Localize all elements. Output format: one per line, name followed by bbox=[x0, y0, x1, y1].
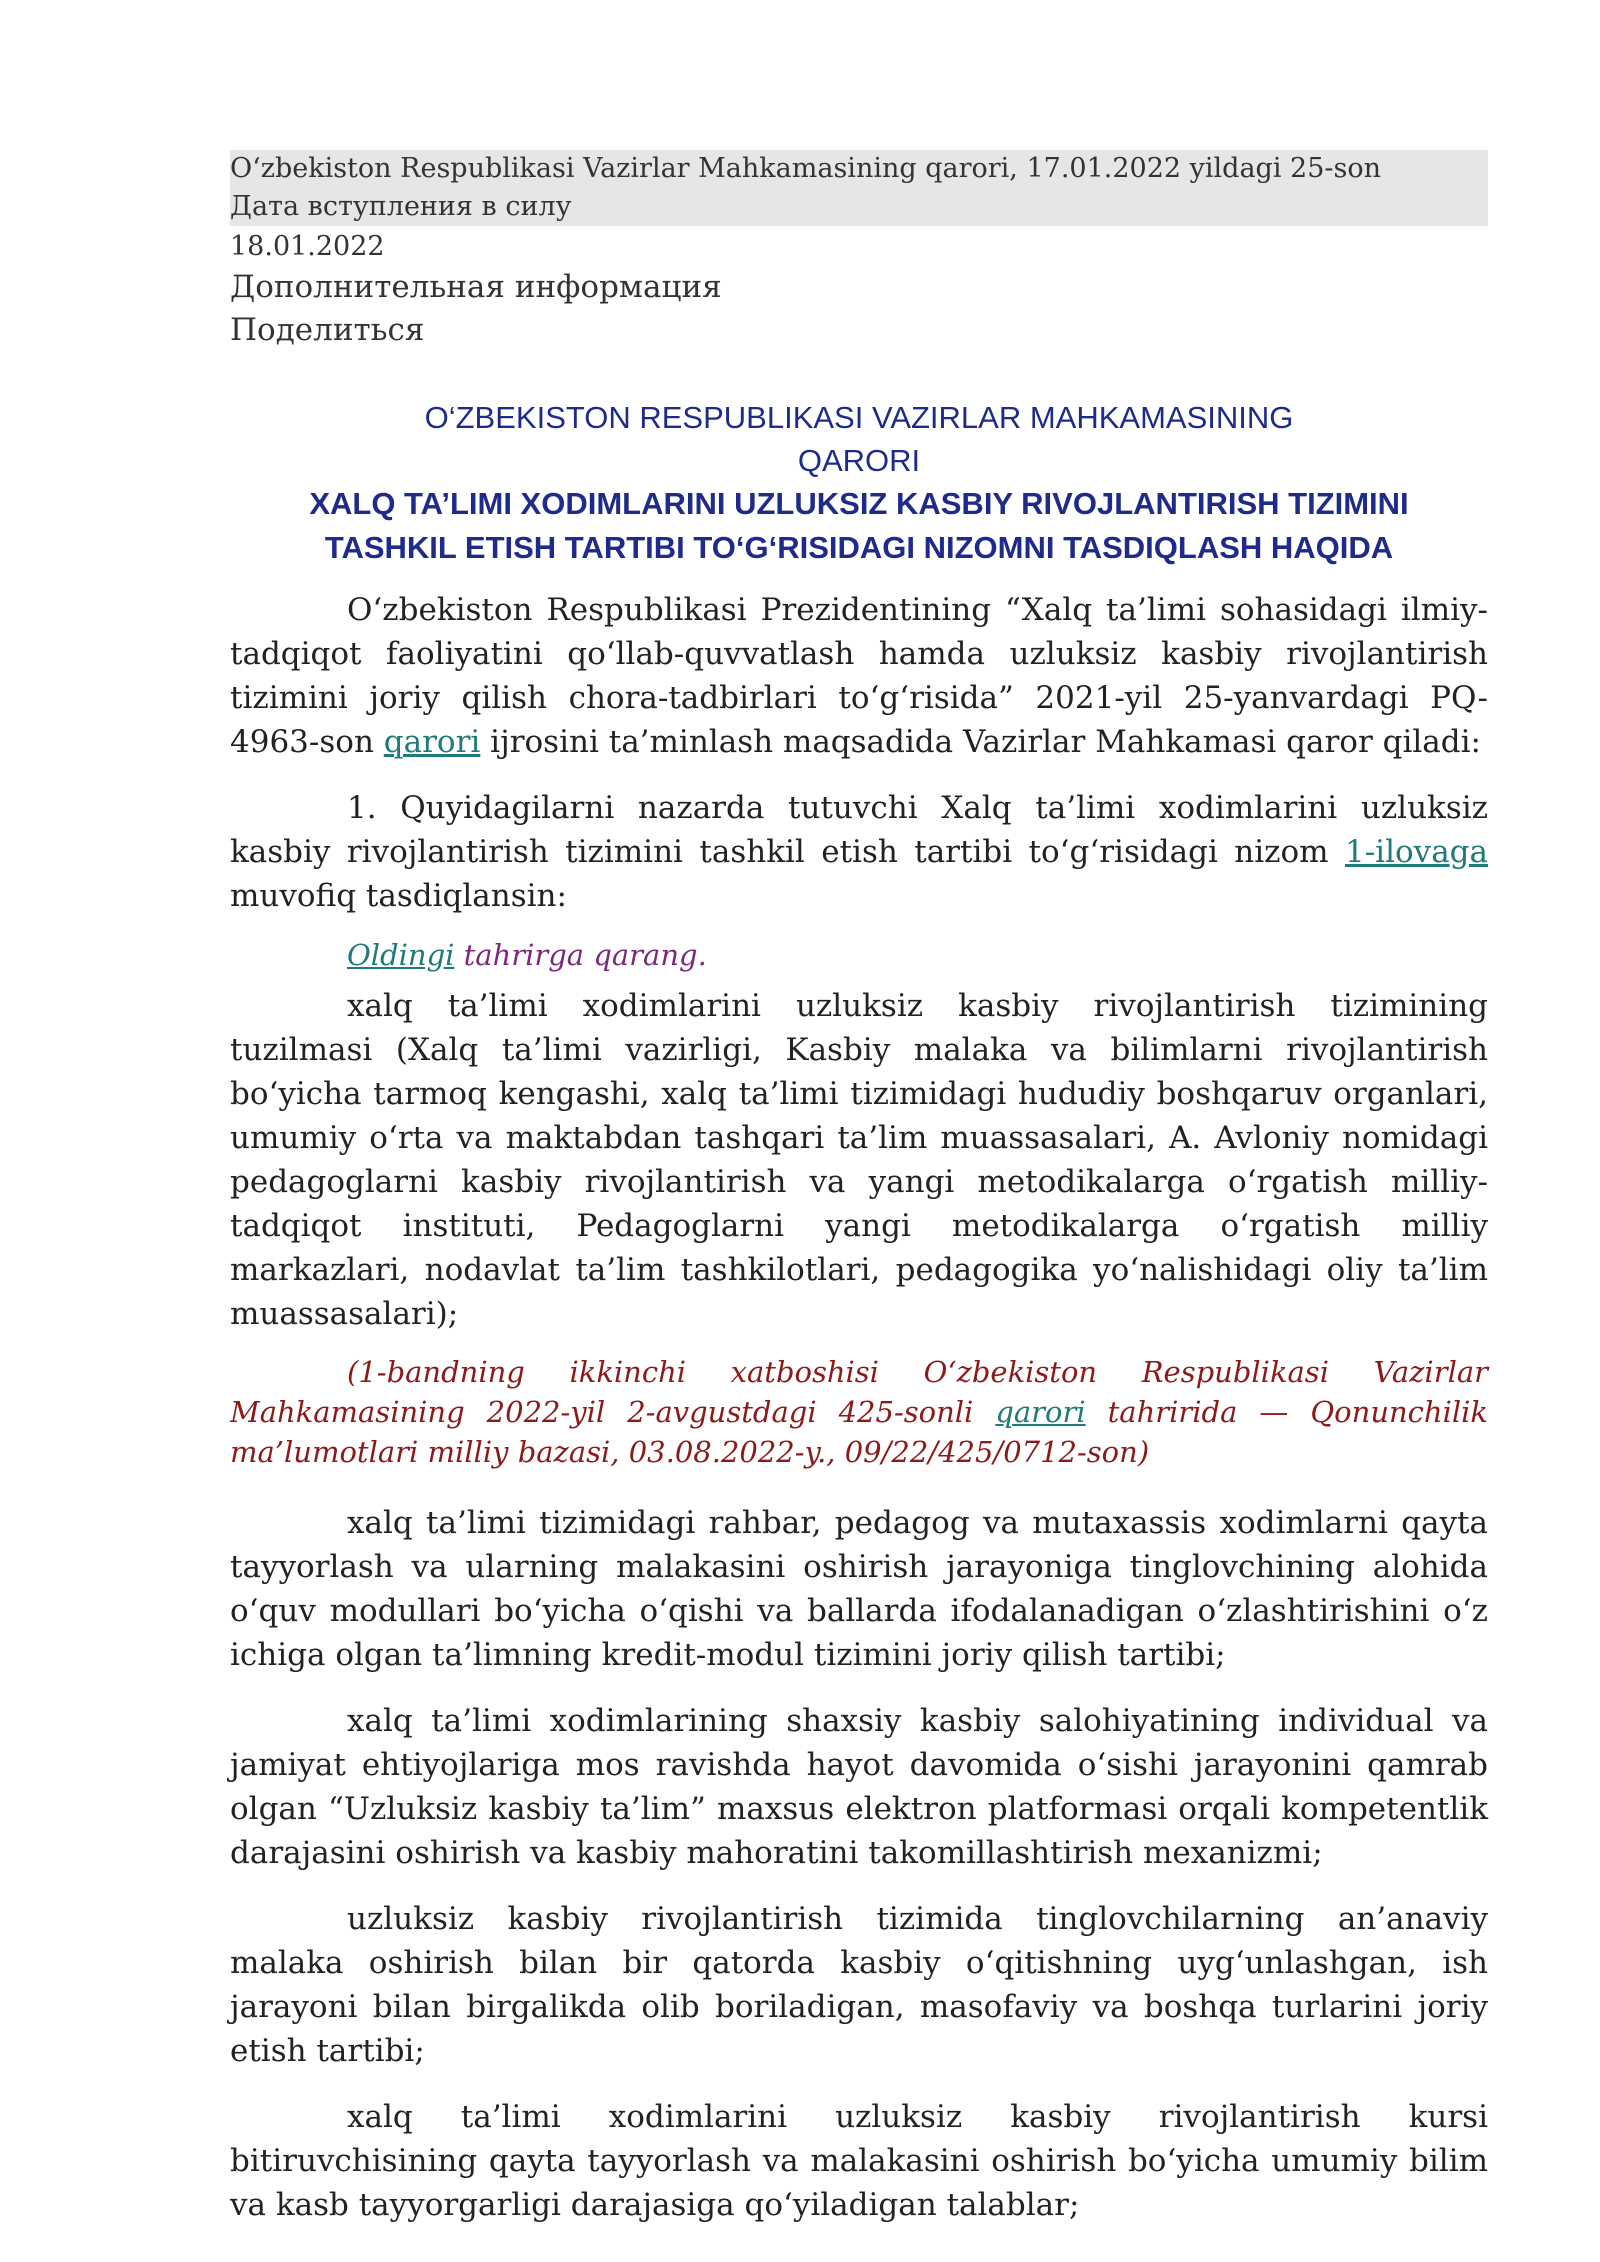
personal-paragraph: xalq ta’limi xodimlarining shaxsiy kasbiy salohiyatining individual va jamiyat ehtiyojlariga mos ravishda hayot davomida o‘sishi jarayonini qamrab olgan “Uzluksiz kasbiy ta’lim” maxsus elektron platformasi orqali kompetentlik darajasini oshirish va kasbiy mahoratini takomillashtirish mexanizmi; bbox=[230, 1703, 1488, 1871]
annex-1-link[interactable]: 1-ilovaga bbox=[1344, 834, 1488, 870]
effective-date-label: Дата вступления в силу bbox=[230, 191, 572, 222]
share-link[interactable]: Поделиться bbox=[230, 312, 425, 348]
title-line-2: TASHKIL ETISH TARTIBI TO‘G‘RISIDAGI NIZOMNI TASDIQLASH HAQIDA bbox=[324, 530, 1394, 565]
structure-paragraph: xalq ta’limi xodimlarini uzluksiz kasbiy rivojlantirish tizimining tuzilmasi (Xalq ta’limi vazirligi, Kasbiy malaka va bilimlarni rivojlantirish bo‘yicha tarmoq kengashi, xalq ta’limi tizimidagi hududiy boshqaruv organlari, umumiy o‘rta va maktabdan tashqari ta’lim muassasalari, A. Avloniy nomidagi pedagoglarni kasbiy rivojlantirish va yangi metodikalarga o‘rgatish milliy-tadqiqot instituti, Pedagoglarni yangi metodikalarga o‘rgatish milliy markazlari, nodavlat ta’lim tashkilotlari, pedagogika yo‘nalishidagi oliy ta’lim muassasalari); bbox=[230, 988, 1488, 1332]
title-line-1: XALQ TA’LIMI XODIMLARINI UZLUKSIZ KASBIY RIVOJLANTIRISH TIZIMINI bbox=[309, 486, 1409, 521]
requirements-paragraph: xalq ta’limi xodimlarini uzluksiz kasbiy rivojlantirish kursi bitiruvchisining qayta tayyorlash va malakasini oshirish bo‘yicha umumiy bilim va kasb tayyorgarligi darajasiga qo‘yiladigan talablar; bbox=[230, 2099, 1488, 2223]
document-title bbox=[230, 482, 1488, 570]
credit-paragraph: xalq ta’limi tizimidagi rahbar, pedagog va mutaxassis xodimlarni qayta tayyorlash va ularning malakasini oshirish jarayoniga tinglovchining alohida o‘quv modullari bo‘yicha o‘qishi va ballarda ifodalanadigan o‘zlashtirishini o‘z ichiga olgan ta’limning kredit-modul tizimini joriy qilish tartibi; bbox=[230, 1505, 1488, 1673]
edit-qarori-link[interactable]: qarori bbox=[995, 1395, 1086, 1429]
additional-info-link[interactable]: Дополнительная информация bbox=[230, 269, 722, 305]
effective-date: 18.01.2022 bbox=[230, 231, 385, 262]
previous-edition-link[interactable]: Oldingi bbox=[347, 938, 455, 972]
issuer-line: O‘ZBEKISTON RESPUBLIKASI VAZIRLAR MAHKAMASINING bbox=[424, 400, 1294, 435]
source-line: O‘zbekiston Respublikasi Vazirlar Mahkamasining qarori, 17.01.2022 yildagi 25-son bbox=[230, 153, 1382, 184]
item-1-paragraph: 1. Quyidagilarni nazarda tutuvchi Xalq ta’limi xodimlarini uzluksiz kasbiy rivojlantirish tizimini tashkil etish tartibi to‘g‘risidagi nizom 1-ilovaga muvofiq tasdiqlansin: bbox=[230, 790, 1488, 914]
document-meta bbox=[230, 150, 1488, 226]
previous-edition-note: Oldingi tahrirga qarang. bbox=[347, 938, 707, 972]
forms-paragraph: uzluksiz kasbiy rivojlantirish tizimida tinglovchilarning an’anaviy malaka oshirish bilan bir qatorda kasbiy o‘qitishning uyg‘unlashgan, ish jarayoni bilan birgalikda olib boriladigan, masofaviy va boshqa turlarini joriy etish tartibi; bbox=[230, 1901, 1488, 2069]
document-page bbox=[230, 150, 1488, 2227]
intro-paragraph: O‘zbekiston Respublikasi Prezidentining “Xalq ta’limi sohasidagi ilmiy-tadqiqot faoliyatini qo‘llab-quvvatlash hamda uzluksiz kasbiy rivojlantirish tizimini joriy qilish chora-tadbirlari to‘g‘risida” 2021-yil 25-yanvardagi PQ-4963-son qarori ijrosini ta’minlash maqsadida Vazirlar Mahkamasi qaror qiladi: bbox=[230, 592, 1488, 760]
issuer-heading bbox=[230, 396, 1488, 482]
intro-qarori-link[interactable]: qarori bbox=[383, 724, 481, 760]
issuer-doc-type: QARORI bbox=[797, 443, 921, 478]
edit-note: (1-bandning ikkinchi xatboshisi O‘zbekiston Respublikasi Vazirlar Mahkamasining 2022-yil 2-avgustdagi 425-sonli qarori tahririda — Qonunchilik ma’lumotlari milliy bazasi, 03.08.2022-y., 09/22/425/0712-son) bbox=[230, 1355, 1488, 1469]
